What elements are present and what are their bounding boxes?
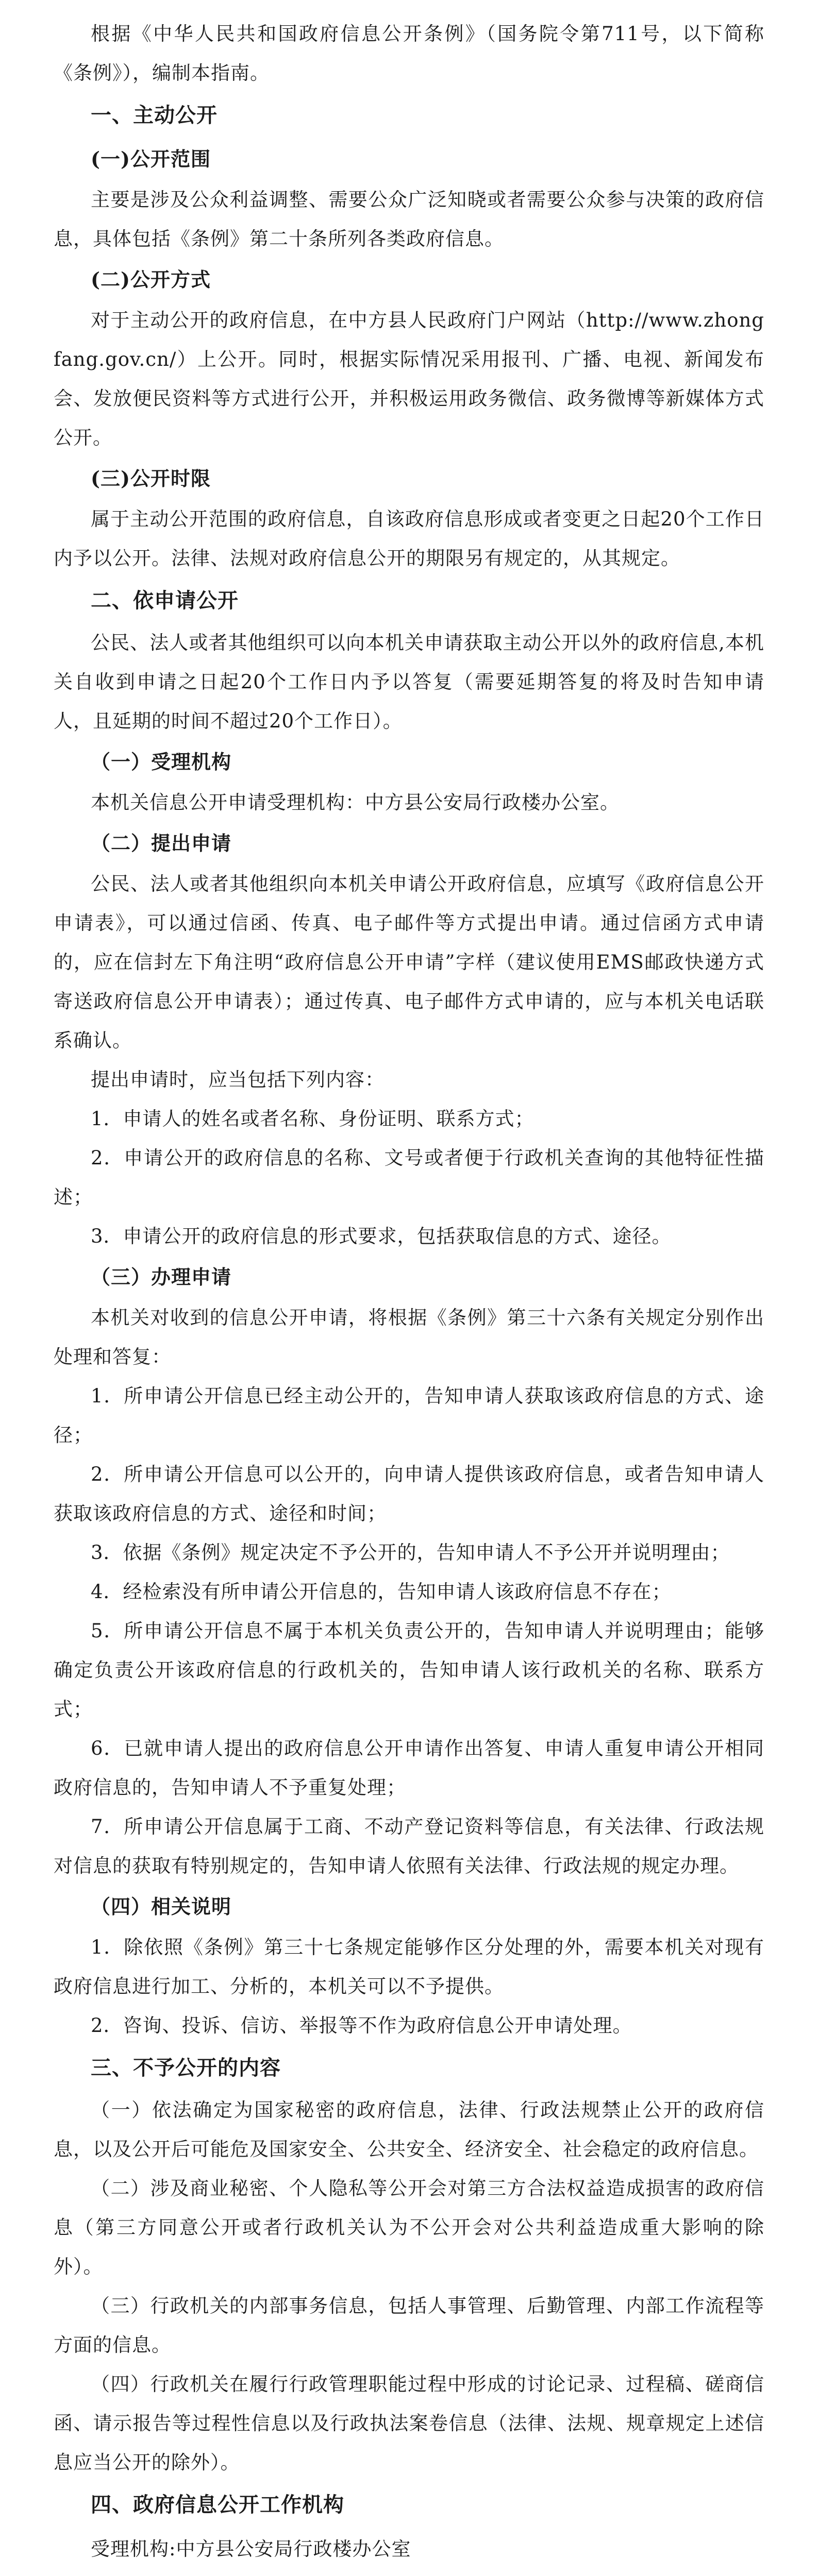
subsection-title-handle: （三）办理申请 bbox=[91, 1265, 232, 1289]
intro-paragraph: 根据《中华人民共和国政府信息公开条例》（国务院令第711号，以下简称《条例》），编制本指南。 bbox=[54, 23, 764, 84]
request-intro-paragraph: 公民、法人或者其他组织可以向本机关申请获取主动公开以外的政府信息,本机关自收到申请之日起20个工作日内予以答复（需要延期答复的将及时告知申请人，且延期的时间不超过20个工作日）。 bbox=[54, 632, 764, 732]
handle-item: 5．所申请公开信息不属于本机关负责公开的，告知申请人并说明理由；能够确定负责公开该政府信息的行政机关的，告知申请人该行政机关的名称、联系方式； bbox=[54, 1620, 764, 1720]
section-title-nondisclosure: 三、不予公开的内容 bbox=[91, 2056, 281, 2080]
subsection-title-time: (三)公开时限 bbox=[91, 467, 211, 490]
notes-item: 1．除依照《条例》第三十七条规定能够作区分处理的外，需要本机关对现有政府信息进行加工、分析的，本机关可以不予提供。 bbox=[54, 1936, 764, 1997]
notes-item: 2．咨询、投诉、信访、举报等不作为政府信息公开申请处理。 bbox=[91, 2014, 632, 2037]
nondisclosure-item: （二）涉及商业秘密、个人隐私等公开会对第三方合法权益造成损害的政府信息（第三方同意公开或者行政机关认为不公开会对公共利益造成重大影响的除外）。 bbox=[54, 2177, 764, 2278]
section-title-office: 四、政府信息公开工作机构 bbox=[91, 2493, 344, 2517]
scope-paragraph: 主要是涉及公众利益调整、需要公众广泛知晓或者需要公众参与决策的政府信息，具体包括《条例》第二十条所列各类政府信息。 bbox=[54, 189, 764, 250]
subsection-title-org: （一）受理机构 bbox=[91, 750, 232, 773]
submit-paragraph: 公民、法人或者其他组织向本机关申请公开政府信息，应填写《政府信息公开申请表》，可以通过信函、传真、电子邮件等方式提出申请。通过信函方式申请的，应在信封左下角注明“政府信息公开申请”字样（建议使用EMS邮政快递方式寄送政府信息公开申请表）；通过传真、电子邮件方式申请的，应与本机关电话联系确认。 bbox=[54, 873, 764, 1052]
handle-item: 4．经检索没有所申请公开信息的，告知申请人该政府信息不存在； bbox=[91, 1581, 672, 1603]
handle-intro-paragraph: 本机关对收到的信息公开申请，将根据《条例》第三十六条有关规定分别作出处理和答复： bbox=[54, 1307, 764, 1368]
subsection-title-notes: （四）相关说明 bbox=[91, 1895, 232, 1918]
nondisclosure-item: （四）行政机关在履行行政管理职能过程中形成的讨论记录、过程稿、磋商信函、请示报告等过程性信息以及行政执法案卷信息（法律、法规、规章规定上述信息应当公开的除外）。 bbox=[54, 2373, 764, 2473]
org-paragraph: 本机关信息公开申请受理机构：中方县公安局行政楼办公室。 bbox=[91, 791, 620, 814]
handle-item: 6．已就申请人提出的政府信息公开申请作出答复、申请人重复申请公开相同政府信息的，告知申请人不予重复处理； bbox=[54, 1737, 764, 1799]
method-paragraph: 对于主动公开的政府信息，在中方县人民政府门户网站（http://www.zhongfang.gov.cn/）上公开。同时，根据实际情况采用报刊、广播、电视、新闻发布会、发放便民资料等方式进行公开，并积极运用政务微信、政务微博等新媒体方式公开。 bbox=[54, 309, 764, 449]
section-title-request: 二、依申请公开 bbox=[91, 588, 239, 613]
handle-item: 1．所申请公开信息已经主动公开的，告知申请人获取该政府信息的方式、途径； bbox=[54, 1385, 764, 1446]
submit-item: 3．申请公开的政府信息的形式要求，包括获取信息的方式、途径。 bbox=[91, 1225, 672, 1247]
handle-item: 7．所申请公开信息属于工商、不动产登记资料等信息，有关法律、行政法规对信息的获取有特别规定的，告知申请人依照有关法律、行政法规的规定办理。 bbox=[54, 1816, 764, 1877]
subsection-title-scope: (一)公开范围 bbox=[91, 147, 211, 171]
handle-item: 2．所申请公开信息可以公开的，向申请人提供该政府信息，或者告知申请人获取该政府信息的方式、途径和时间； bbox=[54, 1463, 764, 1524]
submit-item: 2．申请公开的政府信息的名称、文号或者便于行政机关查询的其他特征性描述； bbox=[54, 1147, 764, 1208]
office-address bbox=[54, 2571, 764, 2576]
handle-item: 3．依据《条例》规定决定不予公开的，告知申请人不予公开并说明理由； bbox=[91, 1541, 730, 1564]
section-title-active: 一、主动公开 bbox=[91, 103, 218, 127]
submit-list-intro: 提出申请时，应当包括下列内容： bbox=[91, 1069, 385, 1091]
nondisclosure-item: （一）依法确定为国家秘密的政府信息，法律、行政法规禁止公开的政府信息，以及公开后可能危及国家安全、公共安全、经济安全、社会稳定的政府信息。 bbox=[54, 2099, 764, 2160]
subsection-title-submit: （二）提出申请 bbox=[91, 832, 232, 855]
time-paragraph: 属于主动公开范围的政府信息，自该政府信息形成或者变更之日起20个工作日内予以公开。法律、法规对政府信息公开的期限另有规定的，从其规定。 bbox=[54, 508, 764, 569]
nondisclosure-item: （三）行政机关的内部事务信息，包括人事管理、后勤管理、内部工作流程等方面的信息。 bbox=[54, 2295, 764, 2356]
submit-item: 1．申请人的姓名或者名称、身份证明、联系方式； bbox=[91, 1108, 535, 1130]
subsection-title-method: (二)公开方式 bbox=[91, 268, 211, 291]
office-receiving-org: 受理机构:中方县公安局行政楼办公室 bbox=[91, 2538, 411, 2560]
